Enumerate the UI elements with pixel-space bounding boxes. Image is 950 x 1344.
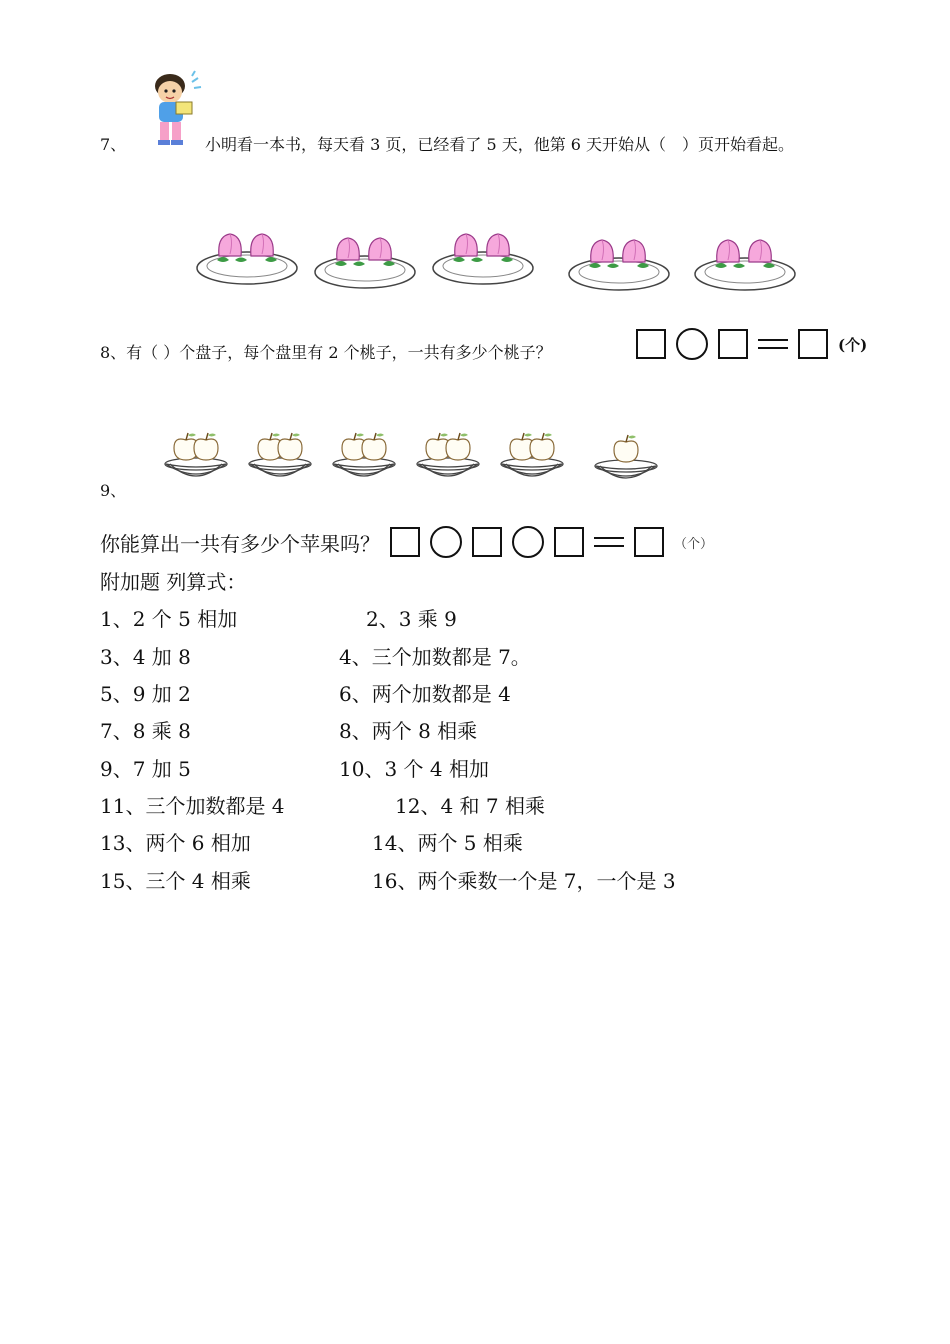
- q7-text: 小明看一本书，每天看 3 页，已经看了 5 天，他第 6 天开始从（ ）页开始看起。: [205, 135, 795, 154]
- q8-unit: (个): [838, 335, 868, 354]
- extra-title: 附加题 列算式：: [100, 570, 247, 594]
- q8-text: 8、有（ ）个盘子，每个盘里有 2 个桃子，一共有多少个桃子？: [100, 343, 552, 362]
- extra-item: 10、3 个 4 相加: [339, 757, 489, 781]
- q9-equation-row: [100, 526, 713, 558]
- extra-item: 5、9 加 2: [100, 682, 191, 706]
- boy-reading-illustration: [142, 68, 204, 148]
- operator-circle[interactable]: [430, 526, 462, 558]
- equals-sign: [594, 537, 624, 547]
- extra-item: 6、两个加数都是 4: [339, 682, 511, 706]
- operator-circle[interactable]: [512, 526, 544, 558]
- extra-item: 13、两个 6 相加: [100, 831, 251, 855]
- answer-box[interactable]: [718, 329, 748, 359]
- extra-item: 12、4 和 7 相乘: [395, 794, 545, 818]
- extra-item: 1、2 个 5 相加: [100, 607, 238, 631]
- extra-item: 16、两个乘数一个是 7，一个是 3: [372, 869, 676, 893]
- extra-item: 15、三个 4 相乘: [100, 869, 251, 893]
- extra-item: 14、两个 5 相乘: [372, 831, 523, 855]
- q9-number: 9、: [100, 481, 127, 500]
- operator-circle[interactable]: [676, 328, 708, 360]
- extra-item: 11、三个加数都是 4: [100, 794, 285, 818]
- q7-number: 7、: [100, 135, 127, 154]
- answer-box[interactable]: [634, 527, 664, 557]
- extra-item: 9、7 加 5: [100, 757, 191, 781]
- extra-item: 7、8 乘 8: [100, 719, 191, 743]
- answer-box[interactable]: [472, 527, 502, 557]
- equals-sign: [758, 339, 788, 349]
- answer-box[interactable]: [798, 329, 828, 359]
- extra-item: 3、4 加 8: [100, 645, 191, 669]
- q9-unit: （个）: [674, 536, 714, 552]
- q9-question: 你能算出一共有多少个苹果吗？: [100, 531, 380, 556]
- q8-equation: [636, 328, 867, 360]
- extra-item: 2、3 乘 9: [366, 607, 457, 631]
- extra-item: 4、三个加数都是 7。: [339, 645, 531, 669]
- answer-box[interactable]: [390, 527, 420, 557]
- extra-item: 8、两个 8 相乘: [339, 719, 478, 743]
- answer-box[interactable]: [636, 329, 666, 359]
- answer-box[interactable]: [554, 527, 584, 557]
- peach-plates-illustration: [195, 222, 805, 298]
- apple-plates-illustration: [160, 418, 670, 492]
